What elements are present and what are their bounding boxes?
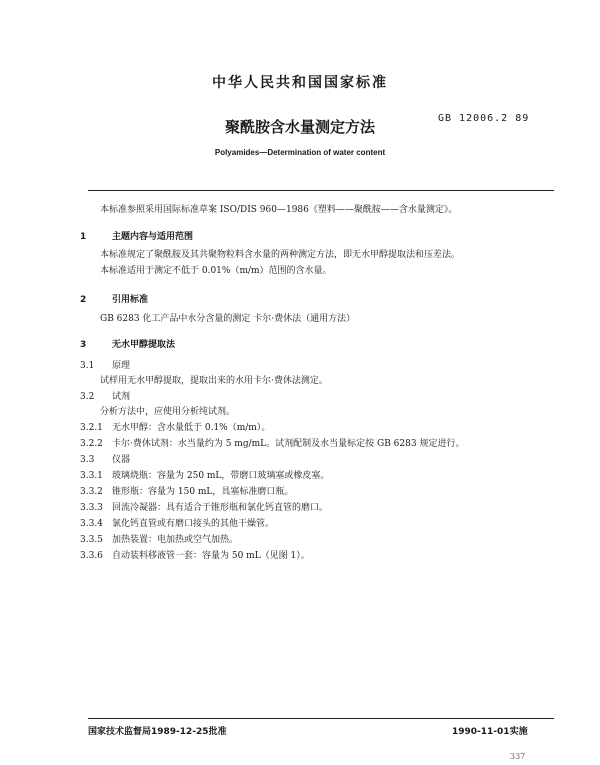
clause-3-2-1 — [80, 422, 270, 434]
clause-text: 卡尔·费休试剂：水当量约为 5 mg/mL。试剂配制及水当量标定按 GB 6283 规定进行。 — [112, 439, 465, 449]
clause-number: 3.1 — [80, 361, 95, 371]
clause-number: 3.3.6 — [80, 551, 103, 561]
clause-3-1-text: 试样用无水甲醇提取，提取出来的水用卡尔·费休法测定。 — [100, 376, 328, 386]
clause-number: 3.3.2 — [80, 487, 103, 497]
clause-number: 3.3.1 — [80, 471, 103, 481]
clause-number: 3.3 — [80, 455, 95, 465]
page-title: 聚酰胺含水量测定方法 — [224, 118, 375, 136]
clause-3-2 — [80, 391, 130, 403]
clause-text: 氯化钙直管或有磨口接头的其他干燥管。 — [112, 519, 275, 529]
clause-3-2-2 — [80, 438, 464, 450]
clause-text: 玻璃烧瓶：容量为 250 mL，带磨口玻璃塞或橡皮塞。 — [112, 471, 330, 481]
clause-number: 3.3.4 — [80, 519, 103, 529]
clause-3-3-2 — [80, 486, 293, 498]
clause-title: 原理 — [112, 361, 131, 371]
clause-title: 试剂 — [112, 392, 131, 402]
standard-number: GB 12006.2 89 — [438, 113, 530, 124]
section-title: 引用标准 — [112, 295, 149, 305]
section-1-paragraph-1: 本标准规定了聚酰胺及其共聚物粒料含水量的两种测定方法，即无水甲醇提取法和压差法。 — [100, 250, 461, 260]
clause-number: 3.2 — [80, 392, 95, 402]
page-number: 337 — [510, 752, 526, 761]
bottom-rule — [88, 718, 554, 719]
english-title: Polyamides—Determination of water content — [214, 148, 386, 157]
clause-text: 无水甲醇：含水量低于 0.1%（m/m）。 — [112, 423, 271, 433]
clause-3-2-text: 分析方法中，应使用分析纯试剂。 — [100, 407, 236, 417]
section-3-heading — [80, 337, 175, 350]
clause-number: 3.2.1 — [80, 423, 103, 433]
approval-date: 国家技术监督局1989-12-25批准 — [88, 727, 227, 737]
clause-text: 自动装料移液管一套：容量为 50 mL（见图 1）。 — [112, 551, 310, 561]
clause-3-3-1 — [80, 470, 329, 482]
section-number: 2 — [80, 295, 87, 305]
section-title: 主题内容与适用范围 — [112, 232, 194, 242]
section-1-paragraph-2: 本标准适用于测定不低于 0.01%（m/m）范围的含水量。 — [100, 266, 332, 276]
clause-number: 3.3.3 — [80, 503, 103, 513]
section-2-heading — [80, 292, 148, 305]
clause-3-3-6 — [80, 550, 310, 562]
clause-number: 3.2.2 — [80, 439, 103, 449]
clause-3-1 — [80, 360, 130, 372]
clause-text: 锥形瓶：容量为 150 mL，具塞标准磨口瓶。 — [112, 487, 294, 497]
header: 中华人民共和国国家标准 — [212, 75, 388, 91]
clause-3-3-3 — [80, 502, 328, 514]
clause-title: 仪器 — [112, 455, 131, 465]
section-number: 1 — [80, 232, 87, 242]
clause-number: 3.3.5 — [80, 535, 103, 545]
clause-text: 回流冷凝器：具有适合于锥形瓶和氯化钙直管的磨口。 — [112, 503, 329, 513]
clause-3-3-5 — [80, 534, 238, 546]
section-2-paragraph-1: GB 6283 化工产品中水分含量的测定 卡尔·费休法（通用方法） — [100, 314, 356, 324]
clause-3-3 — [80, 454, 130, 466]
section-title: 无水甲醇提取法 — [112, 340, 176, 350]
top-rule — [88, 190, 554, 191]
clause-text: 加热装置：电加热或空气加热。 — [112, 535, 239, 545]
clause-3-3-4 — [80, 518, 274, 530]
section-1-heading — [80, 229, 193, 242]
effective-date: 1990-11-01实施 — [452, 727, 528, 737]
section-number: 3 — [80, 340, 87, 350]
intro-text: 本标准参照采用国际标准草案 ISO/DIS 960—1986《塑料——聚酰胺——含水量测定》。 — [100, 205, 458, 215]
